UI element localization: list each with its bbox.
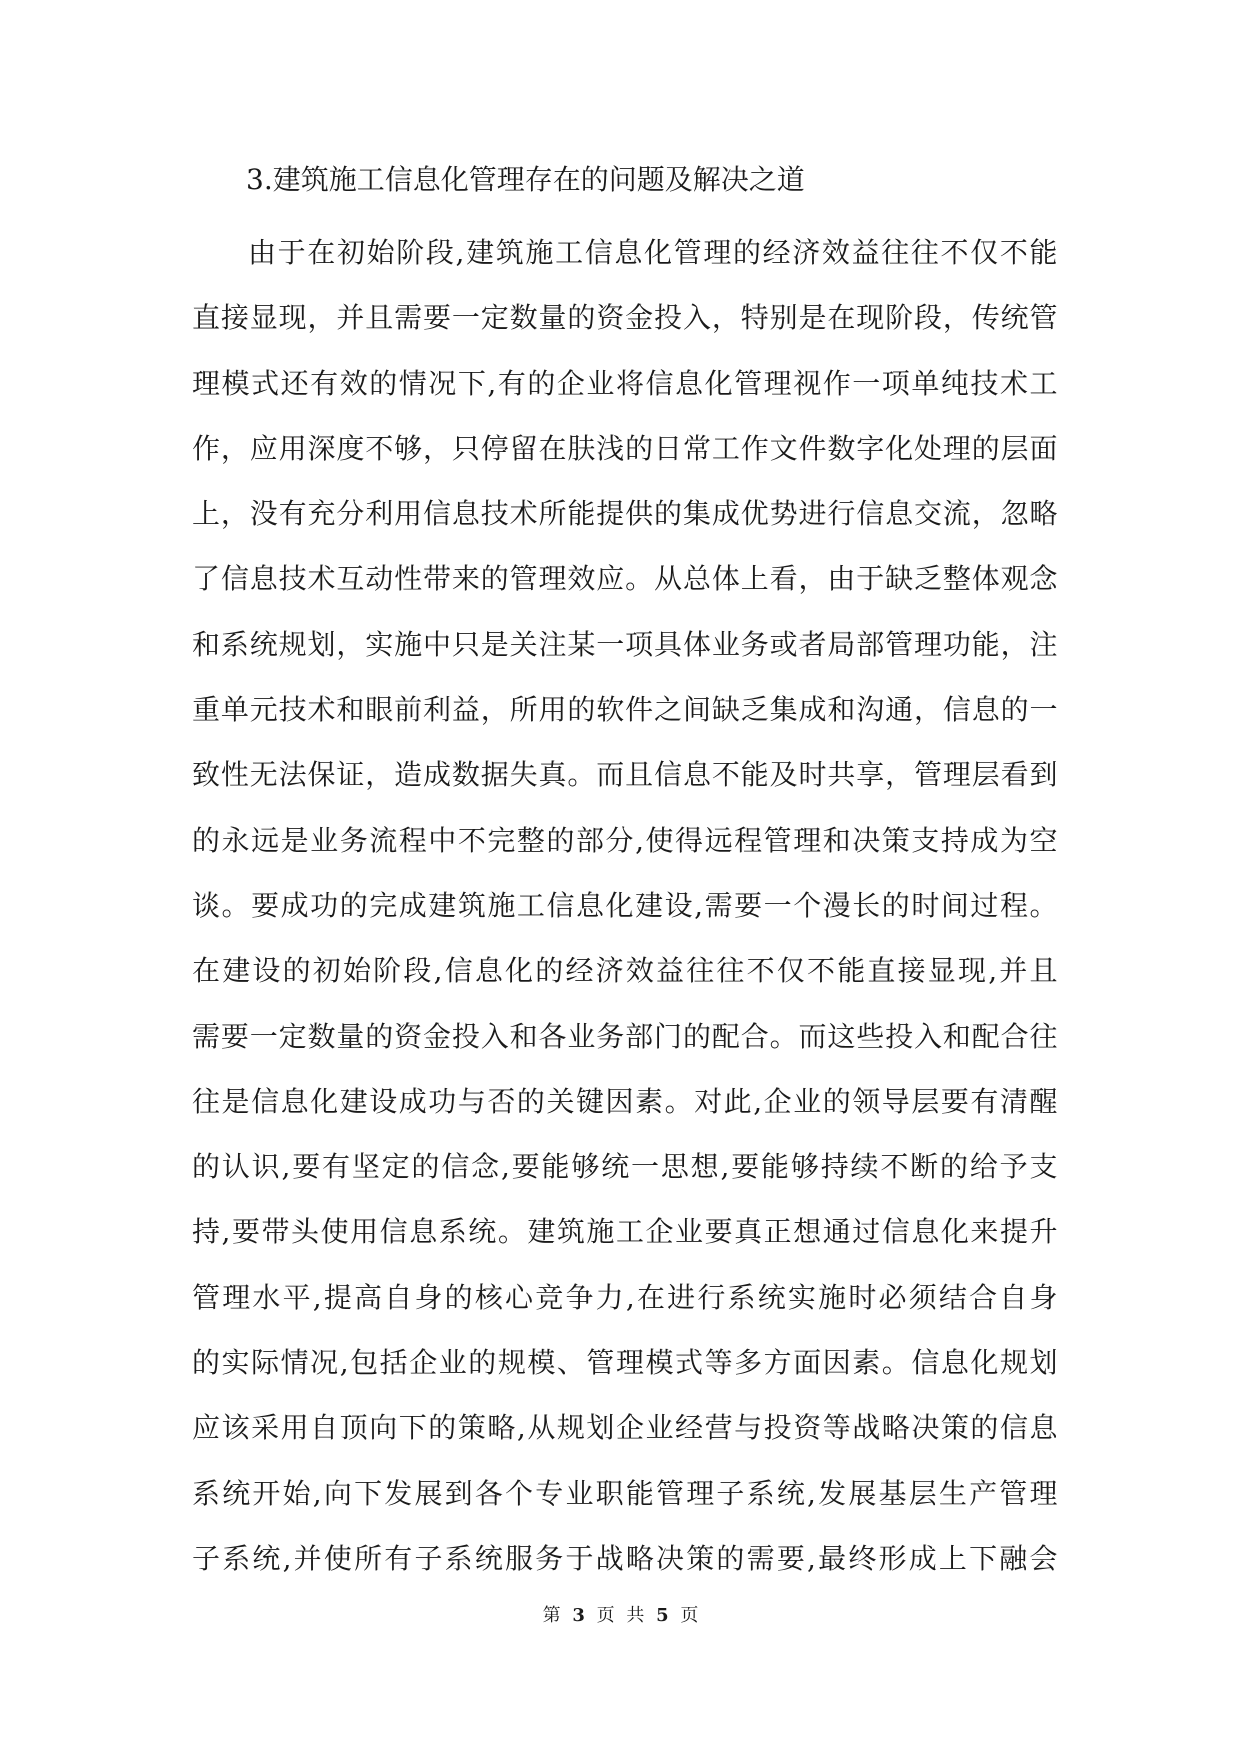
footer-total-word: 共 bbox=[626, 1605, 645, 1626]
paragraph-line: 由于在初始阶段,建筑施工信息化管理的经济效益往往不仅不能 bbox=[248, 236, 1058, 269]
total-page-number: 5 bbox=[656, 1605, 669, 1626]
paragraph-line: 重单元技术和眼前利益，所用的软件之间缺乏集成和沟通，信息的一 bbox=[192, 693, 1058, 727]
paragraph-line: 需要一定数量的资金投入和各业务部门的配合。而这些投入和配合往 bbox=[192, 1019, 1058, 1053]
footer-prefix: 第 bbox=[542, 1605, 561, 1626]
paragraph-line: 致性无法保证，造成数据失真。而且信息不能及时共享，管理层看到 bbox=[192, 758, 1058, 792]
paragraph-line: 子系统,并使所有子系统服务于战略决策的需要,最终形成上下融会 bbox=[192, 1541, 1058, 1575]
paragraph-line: 和系统规划，实施中只是关注某一项具体业务或者局部管理功能，注 bbox=[192, 627, 1058, 661]
paragraph-line: 的永远是业务流程中不完整的部分,使得远程管理和决策支持成为空 bbox=[192, 823, 1058, 857]
paragraph-line: 管理水平,提高自身的核心竞争力,在进行系统实施时必须结合自身 bbox=[192, 1280, 1058, 1314]
paragraph-line: 在建设的初始阶段,信息化的经济效益往往不仅不能直接显现,并且 bbox=[192, 954, 1058, 988]
paragraph-line: 上，没有充分利用信息技术所能提供的集成优势进行信息交流，忽略 bbox=[192, 497, 1058, 531]
paragraph-line: 直接显现，并且需要一定数量的资金投入，特别是在现阶段，传统管 bbox=[192, 301, 1058, 335]
paragraph-line: 应该采用自顶向下的策略,从规划企业经营与投资等战略决策的信息 bbox=[192, 1411, 1058, 1445]
footer-page-word: 页 bbox=[596, 1605, 615, 1626]
page-footer bbox=[0, 1604, 1241, 1628]
paragraph-line: 往是信息化建设成功与否的关键因素。对此,企业的领导层要有清醒 bbox=[192, 1084, 1058, 1118]
paragraph-line: 的认识,要有坚定的信念,要能够统一思想,要能够持续不断的给予支 bbox=[192, 1150, 1058, 1184]
paragraph-line: 谈。要成功的完成建筑施工信息化建设,需要一个漫长的时间过程。 bbox=[192, 888, 1058, 922]
paragraph-line: 的实际情况,包括企业的规模、管理模式等多方面因素。信息化规划 bbox=[192, 1346, 1058, 1380]
paragraph-line: 作，应用深度不够，只停留在肤浅的日常工作文件数字化处理的层面 bbox=[192, 431, 1058, 465]
paragraph-line: 持,要带头使用信息系统。建筑施工企业要真正想通过信息化来提升 bbox=[192, 1215, 1058, 1249]
body-paragraph bbox=[192, 220, 1058, 1591]
footer-suffix: 页 bbox=[680, 1605, 699, 1626]
paragraph-line: 系统开始,向下发展到各个专业职能管理子系统,发展基层生产管理 bbox=[192, 1476, 1058, 1510]
paragraph-line: 了信息技术互动性带来的管理效应。从总体上看，由于缺乏整体观念 bbox=[192, 562, 1058, 596]
current-page-number: 3 bbox=[572, 1605, 585, 1626]
section-heading: 3.建筑施工信息化管理存在的问题及解决之道 bbox=[246, 163, 805, 196]
paragraph-line: 理模式还有效的情况下,有的企业将信息化管理视作一项单纯技术工 bbox=[192, 366, 1058, 400]
